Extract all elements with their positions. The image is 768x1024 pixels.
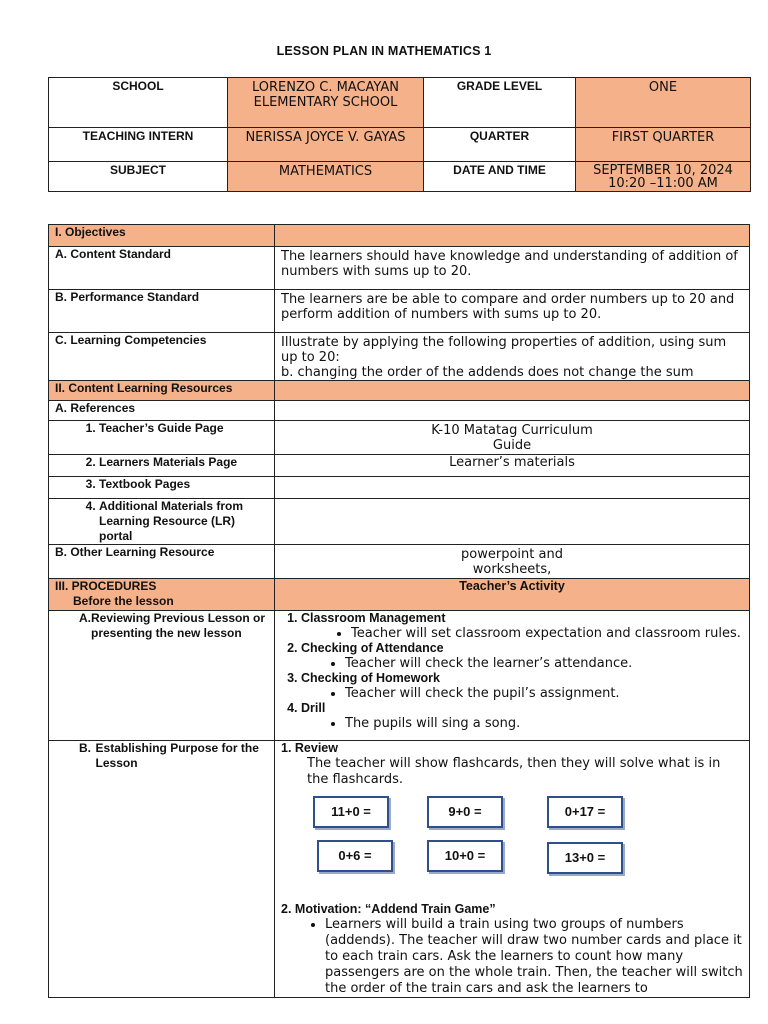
- teaching-intern-label: TEACHING INTERN: [49, 128, 228, 162]
- flashcard: 13+0 =: [547, 842, 623, 874]
- step-checking-attendance: Checking of Attendance: [301, 641, 444, 655]
- review-text: The teacher will show flashcards, then they will solve what is in the flashcards.: [307, 756, 721, 787]
- learning-competencies-text: [275, 333, 750, 381]
- motivation-text: • Learners will build a train using two groups of numbers (addends). The teacher will draw two number cards and place it to each train cars. Ask the learners to count how many passengers are on the whole train. Then, the teacher will switch the order of the train cars and ask the learners to: [325, 917, 743, 997]
- performance-standard-label: B. Performance Standard: [49, 290, 275, 333]
- flashcard: 11+0 =: [313, 796, 389, 828]
- step-classroom-management: Classroom Management: [301, 611, 446, 625]
- teaching-intern-value: NERISSA JOYCE V. GAYAS: [228, 128, 424, 162]
- textbook-pages-value: [275, 477, 750, 499]
- subject-label: SUBJECT: [49, 162, 228, 192]
- date-time-label: DATE AND TIME: [424, 162, 576, 192]
- teachers-guide-value: K-10 Matatag Curriculum Guide: [275, 421, 750, 455]
- resources-heading: II. Content Learning Resources: [49, 381, 275, 401]
- references-label: A. References: [49, 401, 275, 421]
- page-title: LESSON PLAN IN MATHEMATICS 1: [276, 44, 492, 58]
- establishing-purpose-activities: 1. Review The teacher will show flashcards, then they will solve what is in the flashcards. 11+0 = 9+0 = 0+17 = 0+6 = 10+0 = 13+0 = 2. Motivation: “Addend Train Game” • Learners will build a train using two groups of numbers (addends). The teacher will draw two number cards and place it to each train cars. Ask the learners to count how many passengers are on the whole train. Then, the teacher will switch the order of the train cars and ask the learners to: [275, 741, 750, 998]
- content-standard-label: A. Content Standard: [49, 247, 275, 290]
- procedures-heading: III. PROCEDURES Before the lesson: [49, 579, 275, 611]
- competencies-line-2: b. changing the order of the addends does not change the sum: [281, 365, 694, 380]
- additional-materials-value: [275, 499, 750, 545]
- grade-level-label: GRADE LEVEL: [424, 78, 576, 128]
- performance-standard-text: The learners are be able to compare and order numbers up to 20 and perform addition of numbers with sums up to 20.: [275, 290, 750, 333]
- reviewing-previous-lesson-activities: 1. Classroom Management • Teacher will set classroom expectation and classroom rules. 2. Checking of Attendance • Teacher will check the learner’s attendance. 3. Checking of Homework • Teacher will check the pupil’s assignment. 4. Drill • The pupils will sing a song.: [275, 611, 750, 741]
- school-value: LORENZO C. MACAYAN ELEMENTARY SCHOOL: [228, 78, 424, 128]
- school-label: SCHOOL: [49, 78, 228, 128]
- flashcard: 0+6 =: [317, 840, 393, 872]
- flashcard: 10+0 =: [427, 840, 503, 872]
- lesson-info-table: [48, 77, 751, 192]
- teachers-activity-heading: Teacher’s Activity: [275, 579, 750, 611]
- teachers-guide-label: 1. Teacher’s Guide Page: [99, 421, 268, 436]
- motivation-title: Motivation: “Addend Train Game”: [294, 902, 496, 916]
- establishing-purpose-label: Establishing Purpose for the Lesson: [95, 741, 259, 770]
- subject-value: MATHEMATICS: [228, 162, 424, 192]
- flashcard: 9+0 =: [427, 796, 503, 828]
- reviewing-previous-lesson-label: Reviewing Previous Lesson or presenting the new lesson: [91, 611, 266, 640]
- before-lesson-subheading: Before the lesson: [73, 594, 174, 608]
- quarter-value: FIRST QUARTER: [576, 128, 751, 162]
- time-text: 10:20 –11:00 AM: [608, 176, 718, 191]
- lesson-plan-table: I. Objectives A. Content Standard The learners should have knowledge and understanding of addition of numbers with sums up to 20. B. Performance Standard The learners are be able to compare and order numbers up to 20 and perform addition of numbers with sums up to 20. C. Learning Competencies Illustrate by applying the following properties of addition, using sum up to 20: b. changing the order of the addends does not change the sum II. Content Learning Resources A. References 1. Teacher’s Guide Page K-10 Matatag Curriculum Guide 2. Learners Materials Page Learner’s materials 3. Textbook Pages 4. Additional Materials from Learning Resource (LR) portal B. Other Learning Resource powerpoint and worksheets, III. PROCEDURES Before the lesson Teacher’s Activity A. Reviewing Previous Lesson or presenting the new lesson 1. Classroom Management • Teacher will set classroom expectation and classroom rules. 2. Checking of Attendance • Teacher will check the learner’s attendance. 3. Checking of Homework • Teacher will check the pupil’s assignment. 4. Drill • The pupils will sing a song. B. Establishing Purpose for the Lesson 1. Review The teacher will show flashcards, then they will solve what is in the flashcards. 11+0 = 9+0 = 0+17 = 0+6 = 10+0 = 13+0 = 2. Motivation: “Addend Train Game” • Learners will build a train using two groups of numbers (addends). The teacher will draw two number cards and place it to each train cars. Ask the learners to count how many passengers are on the whole train. Then, the teacher will switch the order of the train cars and ask the learners to: [48, 224, 750, 998]
- textbook-pages-label: 3. Textbook Pages: [99, 477, 268, 492]
- review-title: Review: [294, 741, 338, 755]
- additional-materials-label: 4. Additional Materials from Learning Resource (LR) portal: [99, 499, 268, 544]
- step-checking-homework: Checking of Homework: [301, 671, 440, 685]
- date-text: SEPTEMBER 10, 2024: [593, 163, 733, 178]
- date-time-value: [576, 162, 751, 192]
- other-resource-value: powerpoint and worksheets,: [275, 545, 750, 579]
- learners-materials-label: 2. Learners Materials Page: [99, 455, 268, 470]
- objectives-heading: I. Objectives: [49, 225, 275, 247]
- learning-competencies-label: C. Learning Competencies: [49, 333, 275, 381]
- flashcard-grid: [281, 796, 743, 900]
- step-drill: Drill: [301, 701, 326, 715]
- content-standard-text: The learners should have knowledge and understanding of addition of numbers with sums up to 20.: [275, 247, 750, 290]
- learners-materials-value: Learner’s materials: [275, 455, 750, 477]
- quarter-label: QUARTER: [424, 128, 576, 162]
- flashcard: 0+17 =: [547, 796, 623, 828]
- other-resource-label: B. Other Learning Resource: [49, 545, 275, 579]
- competencies-line-1: Illustrate by applying the following properties of addition, using sum up to 20:: [281, 335, 727, 365]
- grade-level-value: ONE: [576, 78, 751, 128]
